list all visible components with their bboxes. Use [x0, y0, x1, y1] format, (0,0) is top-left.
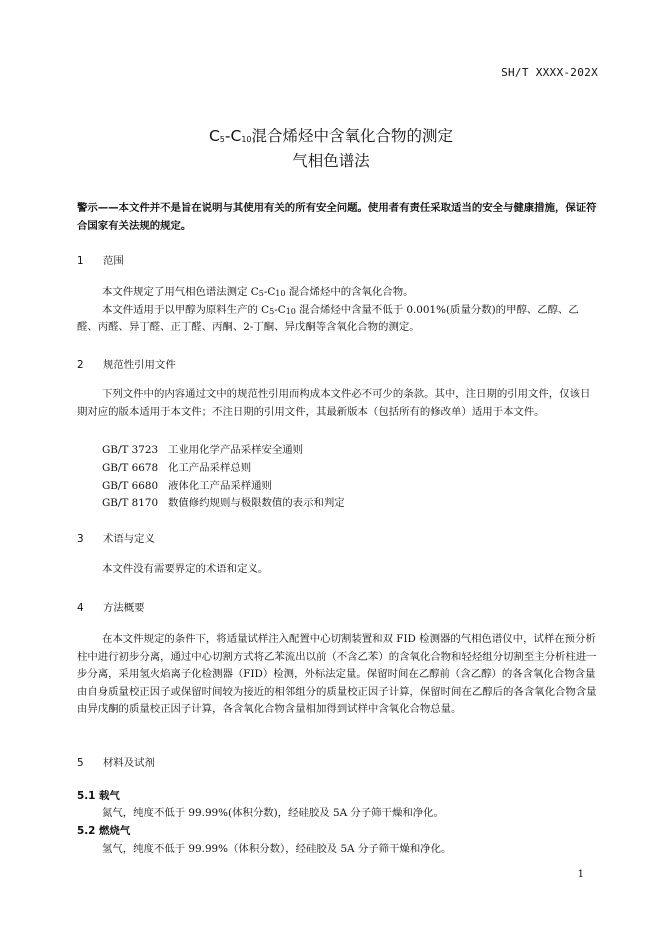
scope-paragraph-1: 本文件规定了用气相色谱法测定 $C_5-C_{10}$ 混合烯烃中的含氧化合物。: [102, 286, 414, 298]
scope-paragraph-2: 本文件适用于以甲醇为原料生产的 $C_5-C_{10}$ 混合烯烃中含量不低于 0.001%(质量分数)的甲醇、乙醇、乙醛、丙醛、异丁醛、正丁醛、丙酮、2-丁酮、异戊酮等含氧化合物的测定。: [77, 303, 579, 333]
scope-text: [77, 284, 599, 337]
page-number: 1: [577, 869, 584, 880]
section-4-heading: 4 方法概要: [77, 602, 145, 614]
section-3-heading: 3 术语与定义: [77, 533, 155, 545]
reference-item: GB/T 3723 工业用化学产品采样安全通则: [102, 444, 304, 456]
standard-code-header: SH/T XXXX-202X: [501, 66, 598, 79]
section-2-heading: 2 规范性引用文件: [77, 359, 176, 371]
subsection-5-1-heading: 5.1 载气: [77, 790, 120, 802]
terms-text: 本文件没有需要界定的术语和定义。: [102, 563, 269, 575]
fuel-gas-text: 氢气，纯度不低于 99.99%（体积分数），经硅胶及 5A 分子筛干燥和净化。: [102, 843, 452, 855]
section-1-heading: 1 范围: [77, 255, 124, 267]
reference-item: GB/T 6678 化工产品采样总则: [102, 462, 252, 474]
document-title: $C_5-C_{10}$混合烯烃中含氧化合物的测定: [208, 127, 454, 145]
reference-item: GB/T 6680 液体化工产品采样通则: [102, 480, 272, 492]
reference-item: GB/T 8170 数值修约规则与极限数值的表示和判定: [102, 497, 345, 509]
safety-warning: 警示——本文件并不是旨在说明与其使用有关的所有安全问题。使用者有责任采取适当的安全与健康措施，保证符合国家有关法规的规定。: [77, 202, 597, 232]
document-subtitle: 气相色谱法: [292, 152, 370, 170]
carrier-gas-text: 氮气，纯度不低于 99.99%(体积分数)，经硅胶及 5A 分子筛干燥和净化。: [102, 807, 444, 819]
normative-refs-intro: 下列文件中的内容通过文中的规范性引用而构成本文件必不可少的条款。其中，注日期的引用文件，仅该日期对应的版本适用于本文件；不注日期的引用文件，其最新版本（包括所有的修改单）适用于本文件。: [77, 388, 591, 418]
section-5-heading: 5 材料及试剂: [77, 757, 155, 769]
subsection-5-2-heading: 5.2 燃烧气: [77, 825, 131, 837]
method-summary-text: 在本文件规定的条件下，将适量试样注入配置中心切割装置和双 FID 检测器的气相色谱仪中，试样在预分析柱中进行初步分离，通过中心切割方式将乙苯流出以前（不含乙苯）的含氧化合物和轻烃组分切割至主分析柱进一步分离，采用氢火焰离子化检测器（FID）检测，外标法定量。保留时间在乙醇前（含乙醇）的各含氧化合物含量由自身质量校正因子或保留时间较为接近的相邻组分的质量校正因子计算，保留时间在乙醇后的各含氧化合物含量由异戊酮的质量校正因子计算，各含氧化合物含量相加得到试样中含氧化合物总量。: [77, 633, 597, 715]
